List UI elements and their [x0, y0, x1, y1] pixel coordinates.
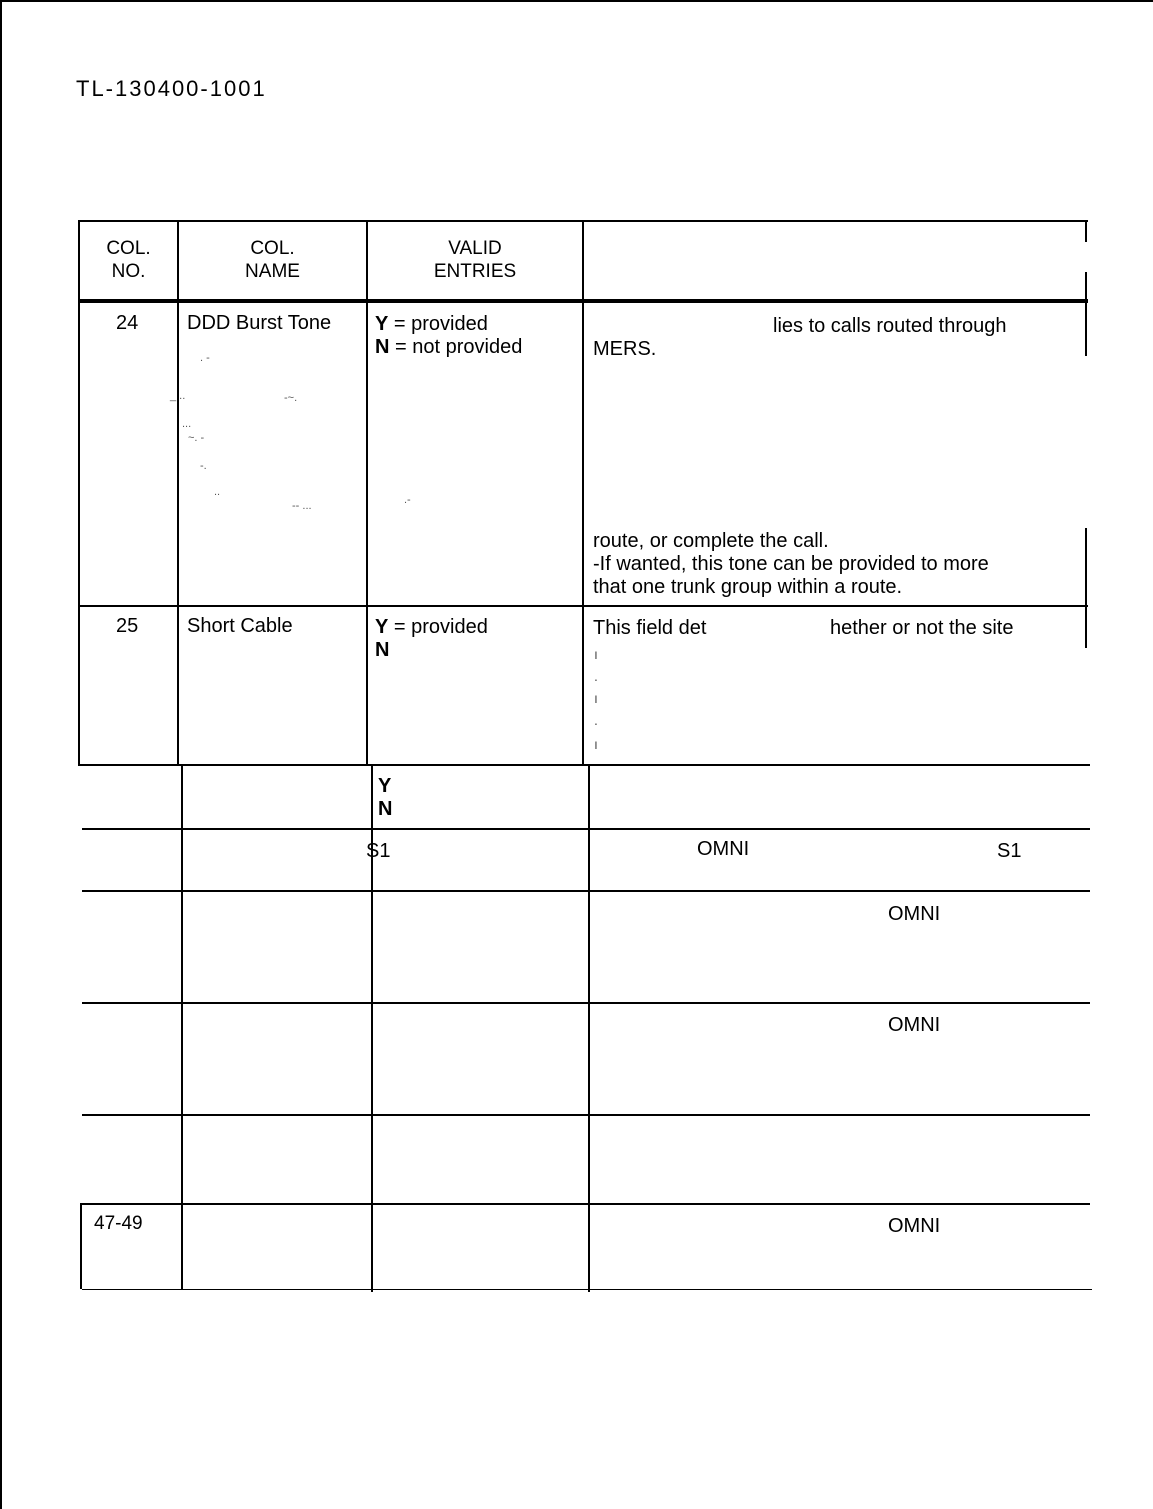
table-right-border: [1085, 220, 1087, 242]
row-24-description-tail: [593, 530, 989, 599]
scan-speck: -- ...: [292, 500, 312, 512]
row-3-entries: [378, 775, 392, 821]
row-25-col-no: 25: [116, 615, 139, 637]
description-line: route, or complete the call.: [593, 530, 829, 552]
row-separator: [82, 1203, 1090, 1205]
row-separator: [82, 828, 1090, 830]
entry-line: [378, 798, 392, 821]
scan-speck: .: [594, 712, 598, 728]
column-divider: [181, 764, 183, 1290]
scan-speck: ı: [594, 690, 598, 706]
row-24-col-no: 24: [116, 312, 139, 334]
table-right-border: [1085, 272, 1087, 356]
entry-line: [375, 639, 488, 662]
row-8-description-omni: OMNI: [888, 1215, 941, 1237]
entry-key: Y: [375, 313, 389, 335]
column-divider: [177, 220, 179, 766]
table-left-border: [80, 1203, 82, 1289]
column-divider: [366, 220, 368, 766]
scan-speck: ..: [214, 486, 221, 498]
header-col-no-line1: COL.: [106, 238, 151, 259]
row-25-entries: [375, 616, 488, 662]
row-separator: [78, 764, 1090, 766]
table-right-border: [1085, 528, 1087, 648]
description-line: that one trunk group within a route.: [593, 576, 903, 598]
description-line: -If wanted, this tone can be provided to more: [593, 553, 989, 575]
row-5-description-omni: OMNI: [888, 903, 941, 925]
column-divider: [582, 220, 584, 766]
scan-speck: ı: [594, 736, 598, 752]
table-bottom-border: [82, 1289, 1092, 1290]
row-24-description-fragment: MERS.: [593, 338, 657, 360]
row-24-entries: [375, 313, 522, 359]
row-25-description-part1: This field det: [593, 617, 707, 639]
entry-key: N: [378, 798, 393, 820]
table-left-border: [78, 220, 80, 766]
entry-key: N: [375, 639, 390, 661]
entry-text: = not provided: [395, 336, 523, 358]
scan-speck: .-: [404, 494, 411, 506]
header-col-no: [80, 237, 177, 283]
row-25-description-part2: hether or not the site: [830, 617, 1014, 639]
scan-speck: ...: [182, 418, 192, 430]
entry-text: = provided: [393, 313, 488, 335]
header-col-name: [179, 237, 366, 283]
header-col-no-line2: NO.: [111, 261, 146, 282]
row-25-col-name: Short Cable: [187, 615, 293, 637]
row-4-description-omni: OMNI: [697, 838, 750, 860]
column-divider: [588, 764, 590, 1292]
scan-speck: -.: [200, 460, 207, 472]
scan-speck: -~.: [284, 392, 298, 404]
row-4-description-s1: S1: [997, 840, 1022, 862]
header-col-name-line1: COL.: [250, 238, 295, 259]
page-edge-left: [0, 0, 2, 1509]
scan-speck: .: [594, 668, 598, 684]
row-8-col-no: 47-49: [94, 1213, 143, 1234]
document-number: TL-130400-1001: [76, 76, 267, 101]
page-edge-top: [0, 0, 1153, 2]
entry-key: Y: [378, 775, 392, 797]
entry-line: [375, 336, 522, 359]
row-separator: [82, 1002, 1090, 1004]
row-separator: [82, 1114, 1090, 1116]
entry-text: = provided: [393, 616, 488, 638]
scan-speck: _ ..: [170, 390, 186, 402]
scan-speck: ı: [594, 646, 598, 662]
entry-line: [375, 616, 488, 639]
header-valid-entries: [368, 237, 582, 283]
entry-key: N: [375, 336, 390, 358]
row-separator: [82, 890, 1090, 892]
row-6-description-omni: OMNI: [888, 1014, 941, 1036]
header-valid-entries-line2: ENTRIES: [433, 261, 517, 282]
row-24-description-fragment: lies to calls routed through: [773, 315, 1007, 337]
row-24-col-name: DDD Burst Tone: [187, 312, 332, 334]
row-4-entry: S1: [366, 840, 391, 862]
entry-line: [375, 313, 522, 336]
scan-speck: ~. -: [188, 432, 205, 444]
header-valid-entries-line1: VALID: [448, 238, 502, 259]
entry-key: Y: [375, 616, 389, 638]
header-col-name-line2: NAME: [245, 261, 300, 282]
entry-line: [378, 775, 392, 798]
scan-speck: . -: [200, 352, 210, 364]
